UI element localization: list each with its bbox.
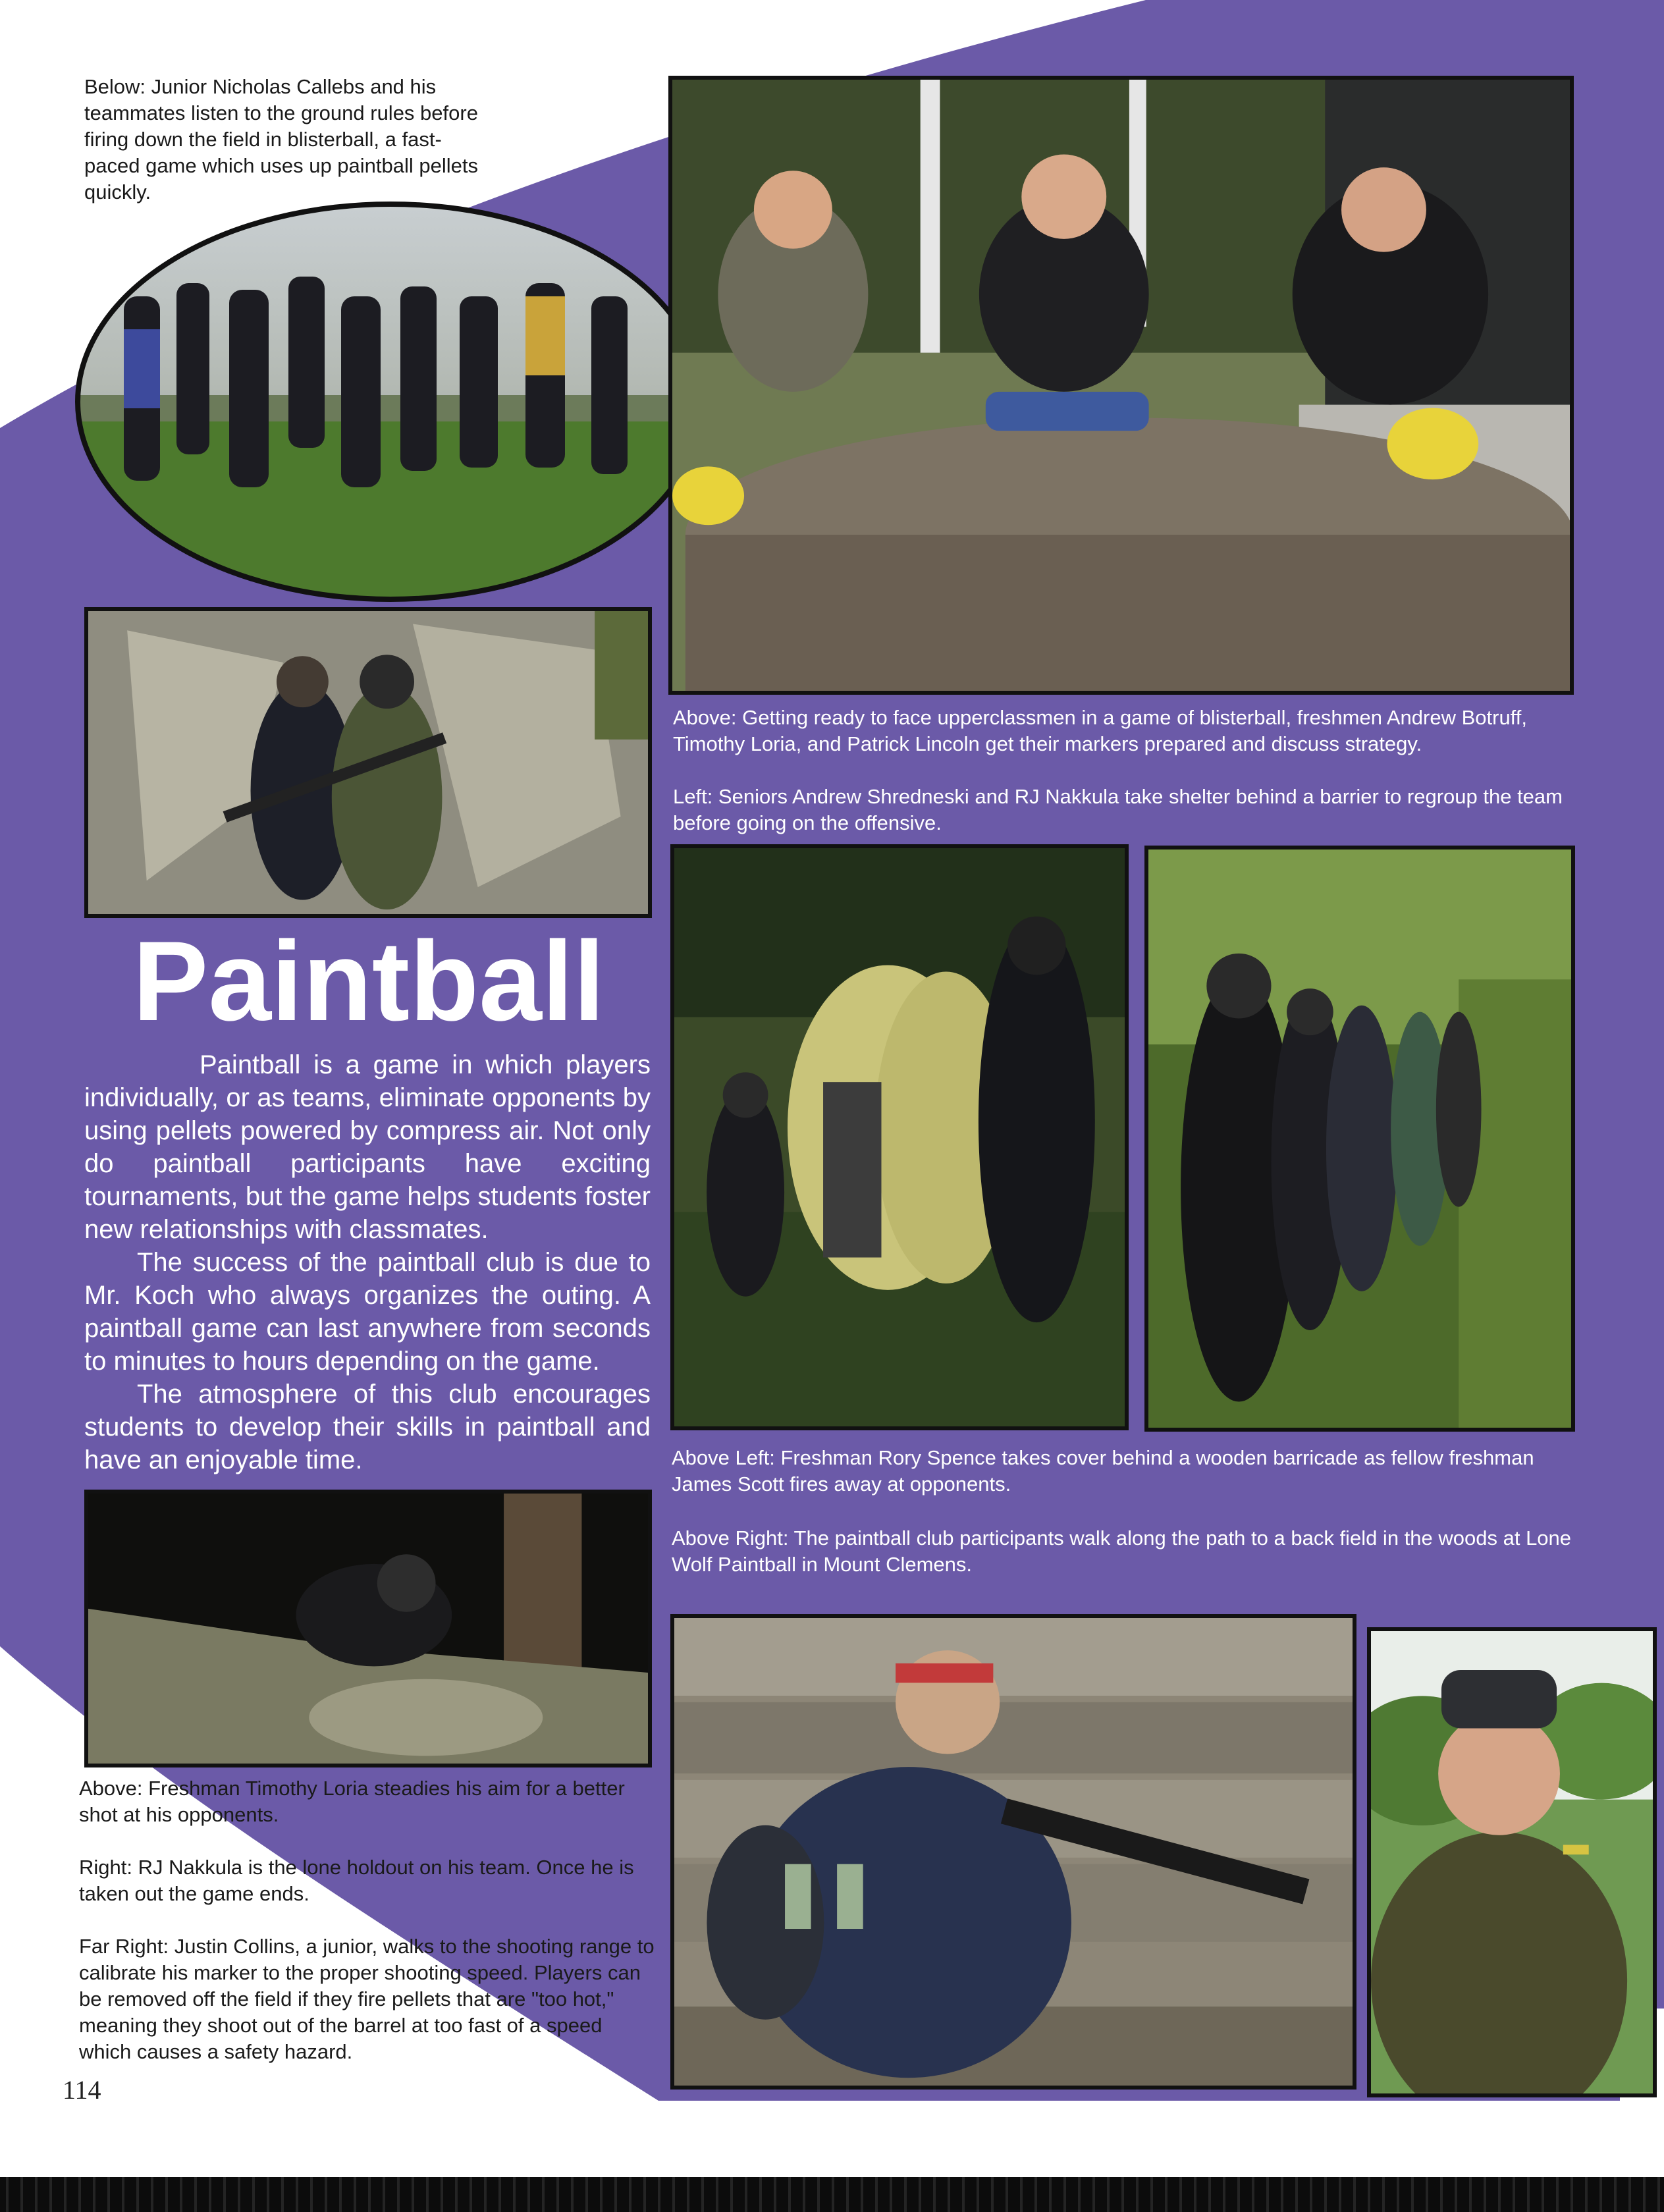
caption-above-right: Above Right: The paintball club participants walk along the path to a back field in the woods at Lone Wolf Paintball in Mount Clemens. xyxy=(672,1526,1572,1576)
photo-path-walk xyxy=(1144,846,1575,1432)
caption-above: Above: Getting ready to face upperclassmen in a game of blisterball, freshmen Andrew Botruff, Timothy Loria, and Patrick Lincoln get their markers prepared and discuss strategy. xyxy=(673,706,1527,755)
page-title: Paintball xyxy=(132,918,605,1044)
photo-justin-collins xyxy=(1367,1627,1657,2097)
caption-right: Right: RJ Nakkula is the lone holdout on his team. Once he is taken out the game ends. xyxy=(79,1856,634,1905)
body-paragraph-2: The success of the paintball club is due to Mr. Koch who always organizes the outing. A paintball game can last anywhere from seconds to minutes to hours depending on the game. xyxy=(84,1248,651,1376)
caption-left: Left: Seniors Andrew Shredneski and RJ Nakkula take shelter behind a barrier to regroup the team before going on the offensive. xyxy=(673,785,1563,834)
caption-above-bottom: Above: Freshman Timothy Loria steadies his aim for a better shot at his opponents. xyxy=(79,1777,625,1826)
body-paragraph-1: Paintball is a game in which players individually, or as teams, eliminate opponents by using pellets powered by compress air. Not only do paintball participants have exciting tournaments, but the game helps students foster new relationships with classmates. xyxy=(84,1050,651,1244)
body-paragraph-3: The atmosphere of this club encourages students to develop their skills in paintball and have an enjoyable time. xyxy=(84,1380,651,1474)
photo-seniors-barrier xyxy=(84,607,652,918)
bottom-scan-band xyxy=(0,2177,1664,2212)
photo-steadies-aim xyxy=(84,1490,652,1767)
photo-lone-holdout xyxy=(670,1614,1356,2090)
photo-team-ground-rules xyxy=(71,198,710,606)
article-body xyxy=(84,1048,651,1476)
photo-wooden-barricade xyxy=(670,844,1129,1430)
caption-far-right: Far Right: Justin Collins, a junior, walks to the shooting range to calibrate his marker to the proper shooting speed. Players can be removed off the field if they fire pellets that are "too hot," meaning they shoot out of the barrel at too fast of a speed which causes a safety hazard. xyxy=(79,1935,655,2063)
page-number: 114 xyxy=(63,2075,101,2105)
caption-above-left: Above Left: Freshman Rory Spence takes cover behind a wooden barricade as fellow freshman James Scott fires away at opponents. xyxy=(672,1446,1534,1496)
caption-below: Below: Junior Nicholas Callebs and his teammates listen to the ground rules before firing down the field in blisterball, a fast-paced game which uses up paintball pellets quickly. xyxy=(84,75,478,203)
photo-freshmen-table xyxy=(668,76,1574,695)
